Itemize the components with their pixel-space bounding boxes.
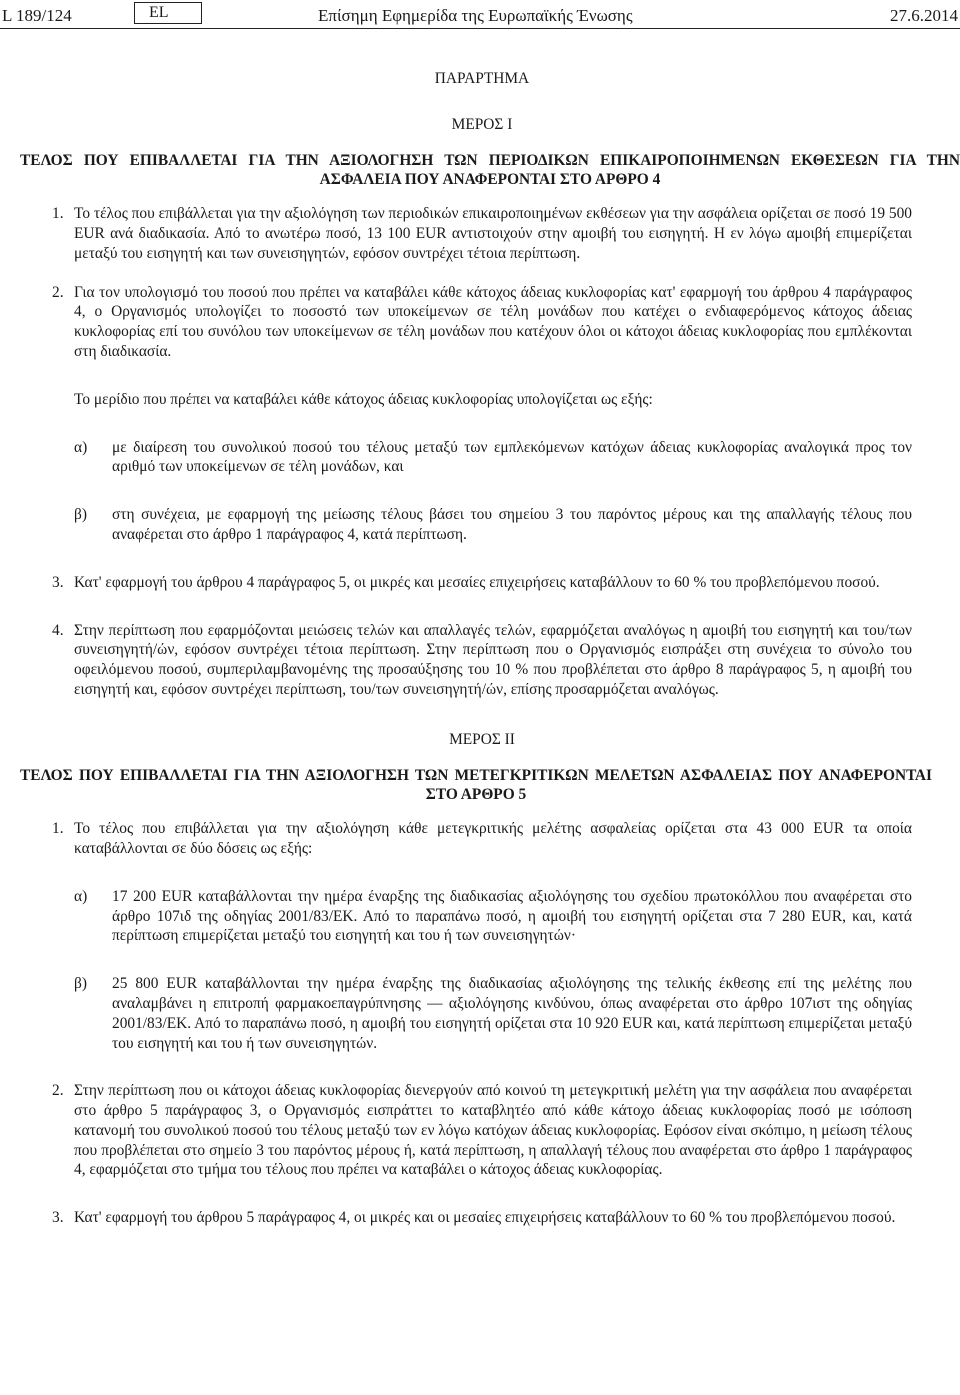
part1-b-label: β) (74, 506, 87, 524)
part1-b-text: στη συνέχεια, με εφαρμογή της μείωσης τέλους βάσει του σημείου 3 του παρόντος μέρους και της απαλλαγής τέλους που αναφέρεται στο άρθρο 1 παράγραφος 4, κατά περίπτωση. (112, 506, 912, 543)
part1-p2-text: Για τον υπολογισμό του ποσού που πρέπει να καταβάλει κάθε κάτοχος άδειας κυκλοφορίας κατ' εφαρμογή του άρθρου 4 παράγραφος 4, ο Οργανισμός υπολογίζει το ποσοστό των υποκείμενων σε τέλη μονάδων που κατέχει ο ενδιαφερόμενος κάτοχος άδειας κυκλοφορίας επί του συνόλου των υποκείμενων σε τέλη μονάδων που κατέχουν όλοι οι κάτοχοι άδειας κυκλοφορίας που εμπλέκονται στη διαδικασία. (74, 283, 912, 360)
part1-heading: ΤΕΛΟΣ ΠΟΥ ΕΠΙΒΑΛΛΕΤΑΙ ΓΙΑ ΤΗΝ ΑΞΙΟΛΟΓΗΣΗ ΤΩΝ ΠΕΡΙΟΔΙΚΩΝ ΕΠΙΚΑΙΡΟΠΟΙΗΜΕΝΩΝ ΕΚΘΕΣΕΩΝ ΓΙΑ ΤΗΝ ΑΣΦΑΛΕΙΑ ΠΟΥ ΑΝΑΦΕΡΟΝΤΑΙ ΣΤΟ ΑΡΘΡΟ 4 (20, 151, 960, 189)
part1-a-text: με διαίρεση του συνολικού ποσού του τέλους μεταξύ των εμπλεκόμενων κατόχων άδειας κυκλοφορίας αναλογικά προς τον αριθμό των υποκείμενων σε τέλη μονάδων, και (112, 438, 912, 476)
part1-p3-number: 3. (52, 573, 64, 591)
part2-item-a (74, 887, 912, 946)
part2-heading: ΤΕΛΟΣ ΠΟΥ ΕΠΙΒΑΛΛΕΤΑΙ ΓΙΑ ΤΗΝ ΑΞΙΟΛΟΓΗΣΗ ΤΩΝ ΜΕΤΕΓΚΡΙΤΙΚΩΝ ΜΕΛΕΤΩΝ ΑΣΦΑΛΕΙΑΣ ΠΟΥ ΑΝΑΦΕΡΟΝΤΑΙ ΣΤΟ ΑΡΘΡΟ 5 (20, 766, 932, 804)
part2-paragraph-3 (52, 1208, 912, 1228)
journal-title: Επίσημη Εφημερίδα της Ευρωπαϊκής Ένωσης (318, 6, 633, 25)
part1-a-label: α) (74, 438, 88, 456)
part2-p1-number: 1. (52, 820, 64, 838)
part2-b-text: 25 800 EUR καταβάλλονται την ημέρα έναρξης της διαδικασίας αξιολόγησης της τελικής έκθεσης επί της μελέτης που αναλαμβάνει η επιτροπή φαρμακοεπαγρύπνησης — αξιολόγησης κινδύνου, όπως αναφέρεται στο άρθρο 107ιστ της οδηγίας 2001/83/ΕΚ. Από το παραπάνω ποσό, η αμοιβή του εισηγητή ορίζεται στα 10 920 EUR και, κατά περίπτωση επιμερίζεται μεταξύ του εισηγητή και του ή των συνεισηγητών. (112, 975, 912, 1052)
part2-paragraph-2 (52, 1081, 912, 1180)
part2-p2-number: 2. (52, 1082, 64, 1100)
publication-date: 27.6.2014 (890, 6, 958, 25)
part2-paragraph-1 (52, 819, 912, 859)
part1-title: ΜΕΡΟΣ I (451, 115, 513, 133)
part2-a-text: 17 200 EUR καταβάλλονται την ημέρα έναρξης της διαδικασίας αξιολόγησης του σχεδίου πρωτοκόλλου που αναφέρεται στο άρθρο 107ιδ της οδηγίας 2001/83/ΕΚ. Από το παραπάνω ποσό, η αμοιβή του εισηγητή ορίζεται στα 7 280 EUR, και, κατά περίπτωση επιμερίζεται μεταξύ του εισηγητή και του ή των συνεισηγητών· (112, 887, 912, 945)
document-body (20, 55, 960, 1228)
part1-paragraph-1 (52, 204, 912, 263)
part1-p2-number: 2. (52, 283, 64, 301)
part1-p1-text: Το τέλος που επιβάλλεται για την αξιολόγηση των περιοδικών επικαιροποιημένων εκθέσεων για την ασφάλεια ορίζεται σε ποσό 19 500 EUR ανά διαδικασία. Από το ανωτέρω ποσό, 13 100 EUR αντιστοιχούν στην αμοιβή του εισηγητή. Η εν λόγω αμοιβή επιμερίζεται μεταξύ του εισηγητή και των συνεισηγητών, εφόσον συντρέχει τέτοια περίπτωση. (74, 205, 912, 262)
part1-item-a (74, 438, 912, 478)
part2-a-label: α) (74, 887, 88, 905)
part1-paragraph-3 (52, 573, 912, 593)
annex-title: ΠΑΡΑΡΤΗΜΑ (434, 70, 530, 87)
part1-p3-text: Κατ' εφαρμογή του άρθρου 4 παράγραφος 5, οι μικρές και μεσαίες επιχειρήσεις καταβάλλουν το 60 % του προβλεπόμενου ποσού. (74, 573, 880, 591)
part1-item-b (74, 505, 912, 545)
header-rule (0, 28, 960, 29)
part2-b-label: β) (74, 975, 87, 993)
page-header (0, 2, 960, 28)
part2-p3-number: 3. (52, 1209, 64, 1227)
part2-item-b (74, 974, 912, 1053)
part1-p4-number: 4. (52, 621, 64, 639)
part1-paragraph-4 (52, 621, 912, 700)
part1-p2-intro: Το μερίδιο που πρέπει να καταβάλει κάθε κάτοχος άδειας κυκλοφορίας υπολογίζεται ως εξής: (74, 390, 653, 408)
language-badge: EL (134, 2, 202, 24)
part1-p1-number: 1. (52, 205, 64, 223)
part2-p2-text: Στην περίπτωση που οι κάτοχοι άδειας κυκλοφορίας διενεργούν από κοινού τη μετεγκριτική μελέτη για την ασφάλεια που αναφέρεται στο άρθρο 5 παράγραφος 3, ο Οργανισμός εισπράττει το καταβλητέο από κάθε κάτοχο άδειας κυκλοφορίας ποσό με ισόποση κατανομή του συνολικού ποσού του τέλους μεταξύ των εν λόγω κατόχων άδειας κυκλοφορίας. Εφόσον είναι σκόπιμο, η μείωση τέλους που προβλέπεται στο σημείο 3 του παρόντος μέρους ή, κατά περίπτωση, η απαλλαγή τέλους που αναφέρεται στο άρθρο 1 παράγραφος 4, εφαρμόζεται στο τμήμα του τέλους που πρέπει να καταβάλει ο κάτοχος άδειας κυκλοφορίας. (74, 1082, 912, 1179)
part1-p4-text: Στην περίπτωση που εφαρμόζονται μειώσεις τελών και απαλλαγές τελών, εφαρμόζεται αναλόγως η αμοιβή του εισηγητή και του/των συνεισηγητή/ών, εφόσον συντρέχει τέτοια περίπτωση. Στην περίπτωση που ο Οργανισμός εισπράξει στη συνέχεια το σύνολο του οφειλόμενου ποσού, συμπεριλαμβανομένης της προσαύξησης του 10 % που προβλέπεται στο άρθρο 8 παράγραφος 5, η αμοιβή του εισηγητή και, εφόσον συντρέχει περίπτωση, του/των συνεισηγητή/ών, επίσης προσαρμόζεται αναλόγως. (74, 621, 912, 698)
part2-title: ΜΕΡΟΣ II (449, 730, 515, 748)
part2-p3-text: Κατ' εφαρμογή του άρθρου 5 παράγραφος 4, οι μικρές και οι μεσαίες επιχειρήσεις καταβάλλουν το 60 % του προβλεπόμενου ποσού. (74, 1209, 896, 1227)
page-reference: L 189/124 (2, 6, 72, 25)
part2-p1-text: Το τέλος που επιβάλλεται για την αξιολόγηση κάθε μετεγκριτικής μελέτης ασφαλείας ορίζεται στα 43 000 EUR τα οποία καταβάλλονται σε δύο δόσεις ως εξής: (74, 820, 912, 857)
part1-paragraph-2 (52, 283, 912, 362)
